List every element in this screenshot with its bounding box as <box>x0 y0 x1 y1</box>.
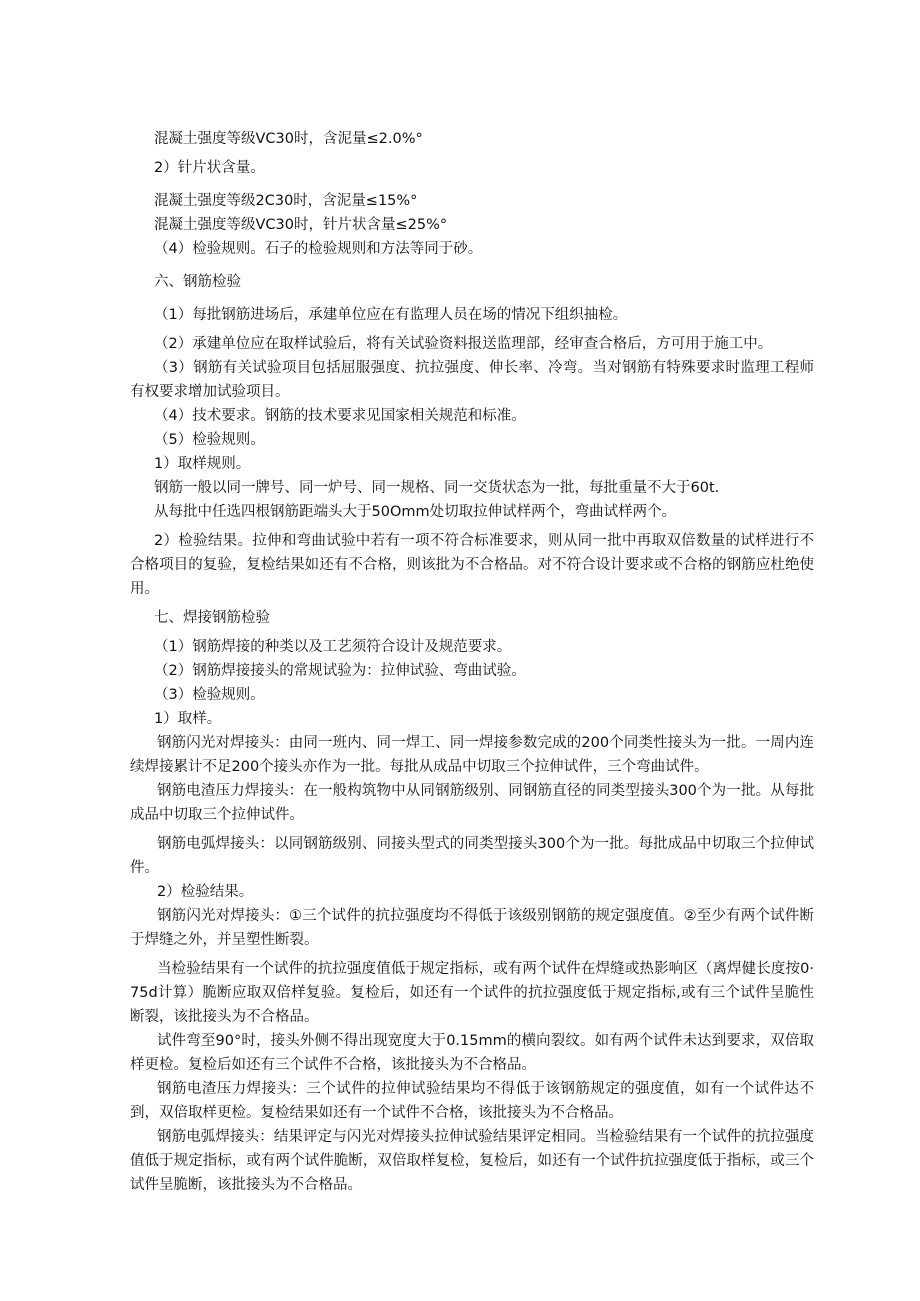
paragraph-retest-conditions: 当检验结果有一个试件的抗拉强度值低于规定指标，或有两个试件在焊缝或热影响区（离焊健长度按0·75d计算）脆断应取双倍样复验。复检后，如还有一个试件的抗拉强度低于规定指标,或有三个试件呈脆性断裂，该批接头为不合格品。 <box>130 961 814 1025</box>
paragraph-arc-weld-sampling: 钢筋电弧焊接头：以同钢筋级别、同接头型式的同类型接头300个为一批。每批成品中切取三个拉伸试件。 <box>130 836 814 876</box>
paragraph-flaky-content-heading: 2）针片状含量。 <box>154 160 265 176</box>
paragraph-flash-butt-weld-results: 钢筋闪光对焊接头：①三个试件的抗拉强度均不得低于该级别钢筋的规定强度值。②至少有两个试件断于焊缝之外，并呈塑性断裂。 <box>130 908 814 948</box>
paragraph-silt-content-vc30: 混凝土强度等级VC30时，含泥量≤2.0%° <box>154 131 423 147</box>
paragraph-rebar-inspection-results: 2）检验结果。拉伸和弯曲试验中若有一项不符合标准要求，则从同一批中再取双倍数量的试样进行不合格项目的复验，复检结果如还有不合格，则该批为不合格品。对不符合设计要求或不合格的钢筋应杜绝使用。 <box>130 533 814 597</box>
paragraph-rebar-item-5: （5）检验规则。 <box>154 432 265 448</box>
paragraph-rebar-batch-rule: 钢筋一般以同一牌号、同一炉号、同一规格、同一交货状态为一批，每批重量不大于60t. <box>154 480 720 496</box>
section-heading-welded-rebar-inspection: 七、焊接钢筋检验 <box>154 610 270 626</box>
paragraph-rebar-item-2: （2）承建单位应在取样试验后，将有关试验资料报送监理部，经审查合格后，方可用于施工中。 <box>154 336 773 352</box>
paragraph-flash-butt-weld-sampling: 钢筋闪光对焊接头：由同一班内、同一焊工、同一焊接参数完成的200个同类性接头为一批。一周内连续焊接累计不足200个接头亦作为一批。每批从成品中切取三个拉伸试件，三个弯曲试件。 <box>130 735 814 775</box>
paragraph-silt-content-2c30: 混凝土强度等级2C30时，含泥量≤15%° <box>154 193 418 209</box>
paragraph-sampling-rules-heading: 1）取样规则。 <box>154 456 251 472</box>
paragraph-rebar-sample-selection: 从每批中任选四根钢筋距端头大于50Omm处切取拉伸试样两个，弯曲试样两个。 <box>154 504 677 520</box>
paragraph-rebar-item-3: （3）钢筋有关试验项目包括屈服强度、抗拉强度、伸长率、冷弯。当对钢筋有特殊要求时监理工程师有权要求增加试验项目。 <box>130 360 814 400</box>
paragraph-welding-sampling-heading: 1）取样。 <box>154 711 222 727</box>
paragraph-bend-test-results: 试件弯至90°时，接头外侧不得出现宽度大于0.15mm的横向裂纹。如有两个试件未达到要求，双倍取样更检。复检后如还有三个试件不合格，该批接头为不合格品。 <box>130 1033 814 1073</box>
paragraph-electroslag-weld-sampling: 钢筋电渣压力焊接头：在一般构筑物中从同钢筋级别、同钢筋直径的同类型接头300个为一批。从每批成品中切取三个拉伸试件。 <box>130 783 814 823</box>
paragraph-welding-item-1: （1）钢筋焊接的种类以及工艺须符合设计及规范要求。 <box>154 639 512 655</box>
paragraph-rebar-item-4: （4）技术要求。钢筋的技术要求见国家相关规范和标准。 <box>154 408 526 424</box>
paragraph-stone-inspection-rules: （4）检验规则。石子的检验规则和方法等同于砂。 <box>154 241 483 257</box>
paragraph-welding-item-2: （2）钢筋焊接接头的常规试验为：拉伸试验、弯曲试验。 <box>154 663 526 679</box>
document-body <box>130 127 814 1197</box>
paragraph-arc-weld-results: 钢筋电弧焊接头：结果评定与闪光对焊接头拉伸试验结果评定相同。当检验结果有一个试件的抗拉强度值低于规定指标，或有两个试件脆断，双倍取样复检，复检后，如还有一个试件抗拉强度低于指标，或三个试件呈脆断，该批接头为不合格品。 <box>130 1129 814 1193</box>
paragraph-welding-item-3: （3）检验规则。 <box>154 687 265 703</box>
section-heading-rebar-inspection: 六、钢筋检验 <box>154 274 241 290</box>
paragraph-welding-results-heading: 2）检验结果。 <box>157 884 254 900</box>
paragraph-electroslag-weld-results: 钢筋电渣压力焊接头：三个试件的拉伸试验结果均不得低于该钢筋规定的强度值，如有一个试件达不到，双倍取样更检。复检结果如还有一个试件不合格，该批接头为不合格品。 <box>130 1081 814 1121</box>
paragraph-rebar-item-1: （1）每批钢筋进场后，承建单位应在有监理人员在场的情况下组织抽检。 <box>154 307 628 323</box>
paragraph-flaky-content-vc30: 混凝土强度等级VC30时，针片状含量≤25%° <box>154 217 448 233</box>
